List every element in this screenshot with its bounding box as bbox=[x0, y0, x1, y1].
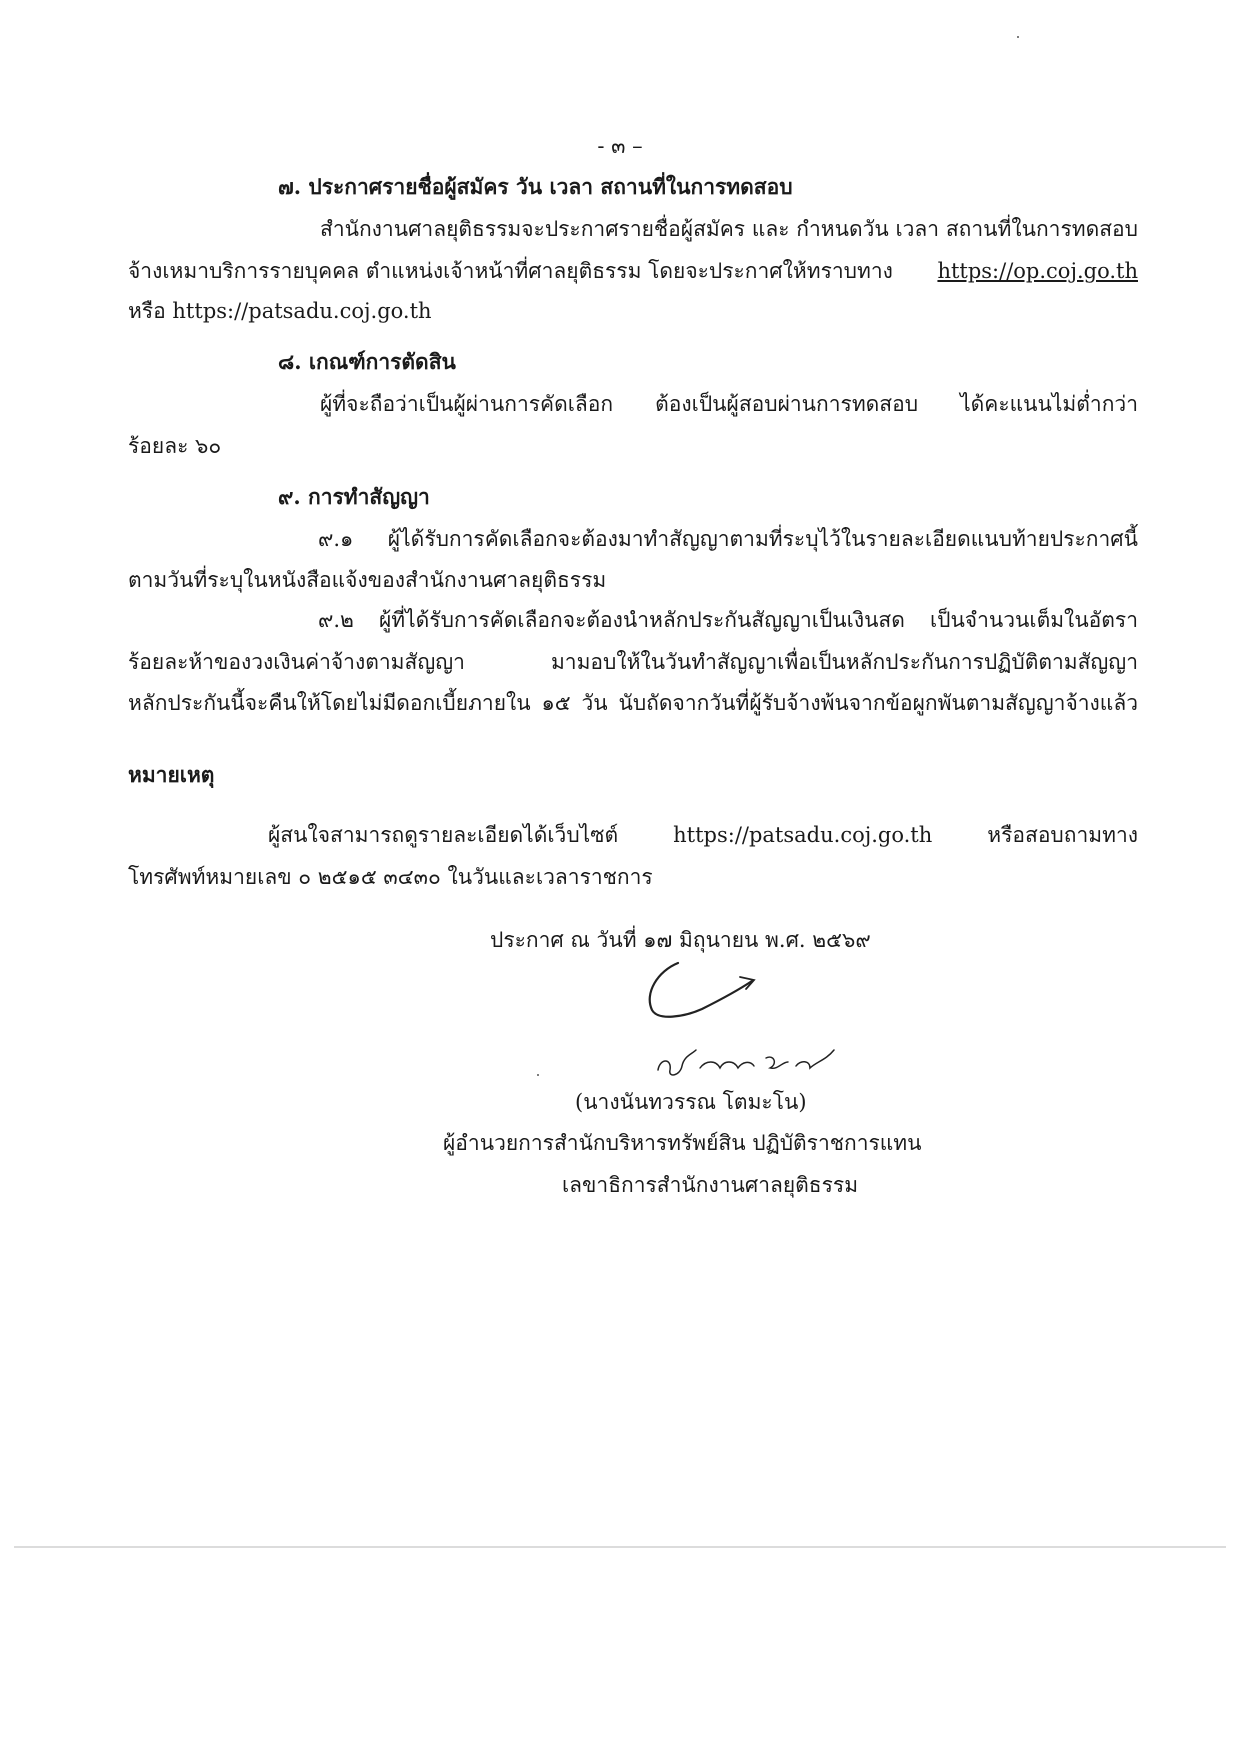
announce-date: ประกาศ ณ วันที่ ๑๗ มิถุนายน พ.ศ. ๒๕๖๙ bbox=[490, 928, 871, 952]
handwritten-signature bbox=[640, 955, 770, 1030]
section-9-2-line-2: ร้อยละห้าของวงเงินค่าจ้างตามสัญญา มามอบให้ในวันทำสัญญาเพื่อเป็นหลักประกันการปฏิบัติตามสัญญา bbox=[128, 650, 1138, 674]
section-8-line-2: ร้อยละ ๖๐ bbox=[128, 434, 222, 458]
section-7-line-3: หรือ https://patsadu.coj.go.th bbox=[128, 299, 432, 323]
section-7-heading: ๗. ประกาศรายชื่อผู้สมัคร วัน เวลา สถานที่ในการทดสอบ bbox=[278, 174, 793, 199]
initials-signature bbox=[650, 1040, 850, 1085]
section-9-1-line-2: ตามวันที่ระบุในหนังสือแจ้งของสำนักงานศาลยุติธรรม bbox=[128, 568, 607, 592]
section-7-line-2 bbox=[128, 256, 1138, 286]
scan-speck bbox=[1017, 36, 1019, 38]
signer-title-2: เลขาธิการสำนักงานศาลยุติธรรม bbox=[562, 1173, 859, 1197]
section-9-1-line-1: ๙.๑ ผู้ได้รับการคัดเลือกจะต้องมาทำสัญญาตามที่ระบุไว้ในรายละเอียดแนบท้ายประกาศนี้ bbox=[318, 527, 1138, 551]
section-7-line-2-text: จ้างเหมาบริการรายบุคคล ตำแหน่งเจ้าหน้าที่ศาลยุติธรรม โดยจะประกาศให้ทราบทาง bbox=[128, 259, 893, 283]
signer-title-1: ผู้อำนวยการสำนักบริหารทรัพย์สิน ปฏิบัติราชการแทน bbox=[443, 1131, 922, 1155]
section-8-heading: ๘. เกณฑ์การตัดสิน bbox=[278, 349, 456, 374]
page-number: - ๓ – bbox=[597, 134, 643, 158]
section-8-line-1: ผู้ที่จะถือว่าเป็นผู้ผ่านการคัดเลือก ต้องเป็นผู้สอบผ่านการทดสอบ ได้คะแนนไม่ต่ำกว่า bbox=[320, 392, 1138, 416]
op-coj-link[interactable]: https://op.coj.go.th bbox=[937, 259, 1138, 283]
section-9-2-line-1: ๙.๒ ผู้ที่ได้รับการคัดเลือกจะต้องนำหลักประกันสัญญาเป็นเงินสด เป็นจำนวนเต็มในอัตรา bbox=[318, 608, 1138, 632]
remark-heading: หมายเหตุ bbox=[128, 762, 215, 787]
section-9-heading: ๙. การทำสัญญา bbox=[278, 484, 430, 509]
footer-divider bbox=[14, 1546, 1226, 1548]
signer-name: (นางนันทวรรณ โตมะโน) bbox=[575, 1090, 807, 1114]
scan-speck bbox=[537, 1074, 539, 1076]
section-9-2-line-3: หลักประกันนี้จะคืนให้โดยไม่มีดอกเบี้ยภายใน ๑๕ วัน นับถัดจากวันที่ผู้รับจ้างพ้นจากข้อผูกพันตามสัญญาจ้างแล้ว bbox=[128, 691, 1138, 715]
section-7-line-1: สำนักงานศาลยุติธรรมจะประกาศรายชื่อผู้สมัคร และ กำหนดวัน เวลา สถานที่ในการทดสอบ bbox=[320, 217, 1138, 241]
remark-line-1: ผู้สนใจสามารถดูรายละเอียดได้เว็บไซต์ https://patsadu.coj.go.th หรือสอบถามทาง bbox=[268, 823, 1138, 847]
remark-line-2: โทรศัพท์หมายเลข ๐ ๒๕๑๕ ๓๔๓๐ ในวันและเวลาราชการ bbox=[128, 865, 653, 889]
